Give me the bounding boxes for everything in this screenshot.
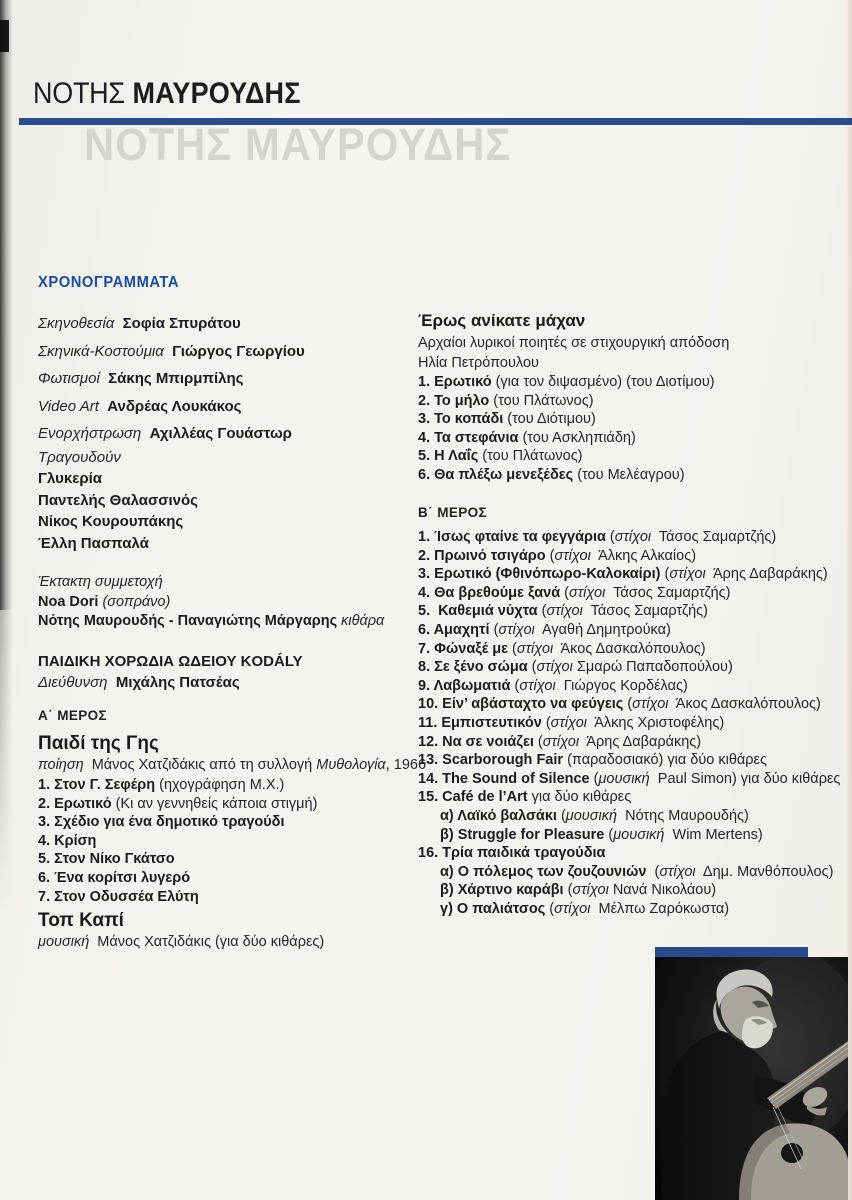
choir-credit xyxy=(38,652,303,693)
text-line xyxy=(418,733,840,752)
text-segment: 4. Κρίση xyxy=(38,832,97,849)
work2-subtitle xyxy=(38,934,324,950)
text-segment: γ) Ο παλιάτσος xyxy=(440,900,546,917)
text-segment: στίχοι xyxy=(550,714,587,731)
text-line xyxy=(418,447,715,466)
text-line xyxy=(418,429,715,448)
text-segment: στίχοι xyxy=(669,566,706,583)
text-segment: 10. Είν’ αβάσταχτο να φεύγεις xyxy=(418,696,624,713)
text-segment: ( xyxy=(545,547,555,564)
text-segment: Μάνος Χατζιδάκις από τη συλλογή xyxy=(83,757,317,773)
photo-frame-top-bar xyxy=(655,947,808,957)
text-line xyxy=(38,420,305,448)
text-segment: στίχοι xyxy=(554,900,591,917)
text-line xyxy=(418,881,840,900)
text-segment: 2. Το μήλο xyxy=(418,392,490,409)
text-segment: Άκος Δασκαλόπουλος) xyxy=(668,696,821,713)
text-line xyxy=(418,466,715,485)
text-segment: στίχοι xyxy=(569,584,606,601)
text-segment: Τάσος Σαμαρτζής) xyxy=(651,529,777,545)
text-segment: στίχοι xyxy=(546,603,583,620)
text-segment: Δημ. Μανθόπουλος) xyxy=(695,863,834,880)
text-segment: Τάσος Σαμαρτζής) xyxy=(605,584,731,601)
text-segment: στίχοι xyxy=(632,696,669,713)
text-line xyxy=(418,528,840,547)
text-line xyxy=(418,640,840,659)
page-title xyxy=(33,79,301,109)
work2-title: Τοπ Καπί xyxy=(38,910,124,931)
text-segment: (του Πλάτωνος) xyxy=(489,392,594,409)
text-segment: 15. Café de l’Art xyxy=(418,789,528,806)
text-segment: ΠΑΙΔΙΚΗ ΧΟΡΩΔΙΑ ΩΔΕΙΟΥ KODÁLY xyxy=(38,653,303,670)
text-line xyxy=(38,338,305,366)
text-segment: Άλκης Αλκαίος) xyxy=(590,547,697,564)
text-segment: Ενορχήστρωση xyxy=(38,425,142,442)
text-segment: Έκτακτη συμμετοχή xyxy=(38,574,163,590)
text-segment: 11. Εμπιστευτικόν xyxy=(418,714,542,731)
text-segment: 12. Να σε νοιάζει xyxy=(418,733,534,750)
text-segment: (σοπράνο) xyxy=(102,593,171,610)
text-line xyxy=(38,593,384,613)
text-segment xyxy=(164,343,172,360)
text-line xyxy=(38,934,324,950)
text-segment: Άρης Δαβαράκης) xyxy=(579,733,702,750)
text-segment xyxy=(141,425,149,442)
text-line xyxy=(38,776,317,795)
title-watermark: ΝΟΤΗΣ ΜΑΥΡΟΥΔΗΣ xyxy=(84,119,512,170)
text-segment: 4. Θα βρεθούμε ξανά xyxy=(418,584,561,601)
text-segment: 5. Καθεμιά νύχτα xyxy=(418,603,538,620)
text-line xyxy=(418,695,840,714)
part-b-song-list xyxy=(418,528,840,918)
page-title-first-name: ΝΟΤΗΣ xyxy=(33,77,125,110)
page-title-last-name: ΜΑΥΡΟΥΔΗΣ xyxy=(124,77,301,110)
text-segment: ( xyxy=(545,900,555,917)
text-segment: (του Πλάτωνος) xyxy=(478,448,583,465)
text-segment: στίχοι xyxy=(572,882,609,899)
work1-subtitle xyxy=(38,757,426,773)
text-line xyxy=(418,658,840,677)
text-line xyxy=(418,751,840,770)
text-segment: (παραδοσιακό) για δύο κιθάρες xyxy=(563,752,767,769)
text-segment: Σάκης Μπιρμπίλης xyxy=(108,370,244,387)
text-segment: 14. The Sound of Silence xyxy=(418,770,590,787)
text-line xyxy=(418,547,840,566)
text-line xyxy=(418,584,840,603)
text-segment: Αχιλλέας Γουάστωρ xyxy=(149,425,292,442)
text-segment: 6. Αμαχητί xyxy=(418,621,490,638)
text-segment: Μυθολογία xyxy=(316,757,386,773)
text-segment: Τάσος Σαμαρτζής) xyxy=(582,603,708,620)
text-segment: ποίηση xyxy=(38,757,84,773)
text-segment: 1. Στον Γ. Σεφέρη xyxy=(38,777,156,793)
text-line xyxy=(418,373,715,392)
text-line xyxy=(418,621,840,640)
section-heading: ΧΡΟΝΟΓΡΑΜΜΑΤΑ xyxy=(38,274,180,291)
text-segment: Νίκος Κουρουπάκης xyxy=(38,513,184,531)
text-segment: (ηχογράφηση Μ.Χ.) xyxy=(155,777,285,793)
part-a-heading: Α΄ ΜΕΡΟΣ xyxy=(38,708,108,723)
text-segment: Νότης Μαυρουδής) xyxy=(617,807,749,824)
text-segment: 4. Τα στεφάνια xyxy=(418,429,519,446)
work3-subtitle xyxy=(418,334,729,374)
text-segment: στίχοι xyxy=(614,529,652,545)
text-line xyxy=(418,788,840,807)
text-segment: μουσική xyxy=(38,934,90,950)
work1-song-list xyxy=(38,776,317,906)
text-line xyxy=(38,573,384,593)
text-segment: Μέλπω Ζαρόκωστα) xyxy=(590,900,730,917)
text-segment: 5. Η Λαΐς xyxy=(418,448,479,465)
text-segment: 3. Σχέδιο για ένα δημοτικό τραγούδι xyxy=(38,814,285,831)
text-segment: Παντελής Θαλασσινός xyxy=(38,491,198,509)
text-segment: κιθάρα xyxy=(341,613,385,630)
text-segment: ( xyxy=(605,529,615,545)
text-segment: Μάνος Χατζιδάκις (για δύο κιθάρες) xyxy=(89,934,325,950)
text-segment: 6. Ένα κορίτσι λυγερό xyxy=(38,869,191,886)
text-segment: Γιώργος Γεωργίου xyxy=(172,342,305,360)
text-segment: 1. Ίσως φταίνε τα φεγγάρια xyxy=(418,529,606,545)
text-segment: Φωτισμοί xyxy=(38,370,100,387)
text-segment: Wim Mertens) xyxy=(664,826,763,843)
text-line xyxy=(418,392,715,411)
text-segment: Νανά Νικολάου) xyxy=(608,882,717,899)
text-segment: (Κι αν γεννηθείς κάποια στιγμή) xyxy=(111,795,318,812)
text-line xyxy=(418,602,840,621)
scan-shadow-left xyxy=(0,0,13,610)
text-segment: Έλλη Πασπαλά xyxy=(38,534,149,552)
text-line xyxy=(38,652,303,673)
text-line xyxy=(418,677,840,696)
text-segment: Άλκης Χριστοφέλης) xyxy=(587,714,725,731)
text-segment: Νότης Μαυρουδής - Παναγιώτης Μάργαρης xyxy=(38,613,338,630)
work3-subtitle-line1: Αρχαίοι λυρικοί ποιητές σε στιχουργική απόδοση xyxy=(418,335,730,351)
text-line xyxy=(418,714,840,733)
text-segment: ( xyxy=(537,603,547,620)
text-segment: 6. Θα πλέξω μενεξέδες xyxy=(418,466,574,483)
text-segment: 3. Ερωτικό (Φθινόπωρο-Καλοκαίρι) xyxy=(418,566,661,583)
text-segment: ( xyxy=(604,826,614,843)
text-line xyxy=(38,869,317,888)
text-line xyxy=(38,310,305,338)
text-segment: 7. Στον Οδυσσέα Ελύτη xyxy=(38,888,199,905)
text-segment: 5. Στον Νίκο Γκάτσο xyxy=(38,851,175,868)
text-segment: Noa Dori xyxy=(38,593,99,610)
text-line xyxy=(38,673,303,694)
text-segment: στίχοι xyxy=(659,863,696,880)
text-segment: (του Διότιμου) xyxy=(503,411,596,428)
text-segment: Video Art xyxy=(38,397,99,415)
text-segment: Σοφία Σπυράτου xyxy=(122,315,241,332)
text-segment: β) Struggle for Pleasure xyxy=(440,826,605,843)
text-segment: Σκηνοθεσία xyxy=(38,315,115,332)
text-segment: α) Λαϊκό βαλσάκι xyxy=(440,807,557,824)
guest-performers-list xyxy=(38,573,384,632)
text-segment: Διεύθυνση xyxy=(38,673,108,691)
text-segment: 13. Scarborough Fair xyxy=(418,752,564,769)
performer-photo xyxy=(655,957,848,1200)
text-segment: ( xyxy=(541,714,551,731)
scan-shadow-left-fade xyxy=(0,610,13,910)
text-segment: στίχοι xyxy=(519,677,556,694)
text-segment: 1. Ερωτικό xyxy=(418,374,492,390)
work1-title: Παιδί της Γης xyxy=(38,733,159,754)
text-segment: ( xyxy=(510,677,520,694)
text-segment: 16. Τρία παιδικά τραγούδια xyxy=(418,845,606,862)
text-segment: (για τον διψασμένο) (του Διοτίμου) xyxy=(491,374,715,390)
text-segment: στίχοι xyxy=(542,733,580,750)
production-credits-list xyxy=(38,310,305,448)
text-line xyxy=(418,807,840,826)
text-segment xyxy=(100,370,108,387)
text-segment: ( xyxy=(533,733,543,750)
text-line xyxy=(38,832,317,851)
text-line xyxy=(38,795,317,814)
text-segment: Σκηνικά-Κοστούμια xyxy=(38,342,164,360)
text-segment xyxy=(108,674,116,691)
text-line xyxy=(418,410,715,429)
text-line xyxy=(418,863,840,882)
text-segment: ( xyxy=(527,659,537,676)
text-segment: ( xyxy=(563,882,573,899)
text-segment: 3. Το κοπάδι xyxy=(418,411,504,428)
text-segment: μουσική xyxy=(565,807,618,824)
text-segment: Γλυκερία xyxy=(38,470,103,488)
work3-title: Έρως ανίκατε μάχαν xyxy=(418,311,586,330)
text-segment: 7. Φώναξέ με xyxy=(418,640,509,657)
text-segment: μουσική xyxy=(598,770,650,787)
text-segment: για δύο κιθάρες xyxy=(527,789,632,806)
text-line xyxy=(38,490,198,511)
text-segment: ( xyxy=(660,566,670,583)
text-line xyxy=(38,447,198,468)
performer-photo-illustration xyxy=(655,957,848,1200)
part-b-heading: Β΄ ΜΕΡΟΣ xyxy=(418,505,488,520)
text-segment: ( xyxy=(556,807,566,824)
text-segment: 2. Πρωινό τσιγάρο xyxy=(418,547,546,564)
text-line xyxy=(418,565,840,584)
singers-list xyxy=(38,447,198,554)
text-segment: α) Ο πόλεμος των ζουζουνιών xyxy=(440,863,647,880)
work3-subtitle-line2: Ηλία Πετρόπουλου xyxy=(418,354,539,371)
text-line xyxy=(38,757,426,773)
text-line xyxy=(38,612,384,632)
text-line xyxy=(38,511,198,532)
text-line xyxy=(38,393,305,421)
text-segment: β) Χάρτινο καράβι xyxy=(440,882,564,899)
text-segment: Ανδρέας Λουκάκος xyxy=(107,397,242,415)
text-line xyxy=(38,533,198,554)
text-line xyxy=(38,813,317,832)
text-line xyxy=(38,888,317,907)
text-line xyxy=(38,365,305,393)
text-segment: ( xyxy=(560,584,569,601)
text-segment: Σμαρώ Παπαδοπούλου) xyxy=(572,659,733,676)
text-segment: Άρης Δαβαράκης) xyxy=(705,566,828,583)
text-line xyxy=(418,844,840,863)
text-segment: ( xyxy=(489,621,499,638)
text-segment: ( xyxy=(646,863,660,880)
text-segment: Paul Simon) για δύο κιθάρες xyxy=(649,770,841,787)
text-segment: Τραγουδούν xyxy=(38,449,121,466)
text-line xyxy=(418,826,840,845)
text-line xyxy=(418,770,840,789)
scan-corner-mark xyxy=(0,20,9,52)
text-segment: 9. Λαβωματιά xyxy=(418,677,511,694)
text-segment: Μιχάλης Πατσέας xyxy=(115,673,240,691)
text-line xyxy=(38,468,198,489)
text-segment: 8. Σε ξένο σώμα xyxy=(418,659,528,676)
text-segment: μουσική xyxy=(613,826,665,843)
text-segment: στίχοι xyxy=(554,547,591,564)
text-segment xyxy=(99,398,107,415)
text-segment: (του Μελέαγρου) xyxy=(573,466,685,483)
text-segment: στίχοι xyxy=(516,640,554,657)
text-segment: στίχοι xyxy=(536,659,573,676)
text-segment: ( xyxy=(623,696,633,713)
text-segment: Αγαθή Δημητρούκα) xyxy=(534,621,671,638)
text-segment: (του Ασκληπιάδη) xyxy=(518,429,636,446)
text-segment: Γιώργος Κορδέλας) xyxy=(555,677,688,694)
text-segment: 2. Ερωτικό xyxy=(38,795,112,812)
text-segment: στίχοι xyxy=(498,621,535,638)
text-segment: ( xyxy=(508,640,517,657)
text-segment: Άκος Δασκαλόπουλος) xyxy=(553,640,706,657)
text-segment xyxy=(114,315,122,332)
text-line xyxy=(418,900,840,919)
text-line xyxy=(38,850,317,869)
text-segment: , 1966 xyxy=(385,757,427,773)
text-segment: ( xyxy=(589,770,599,787)
work3-song-list xyxy=(418,373,715,485)
